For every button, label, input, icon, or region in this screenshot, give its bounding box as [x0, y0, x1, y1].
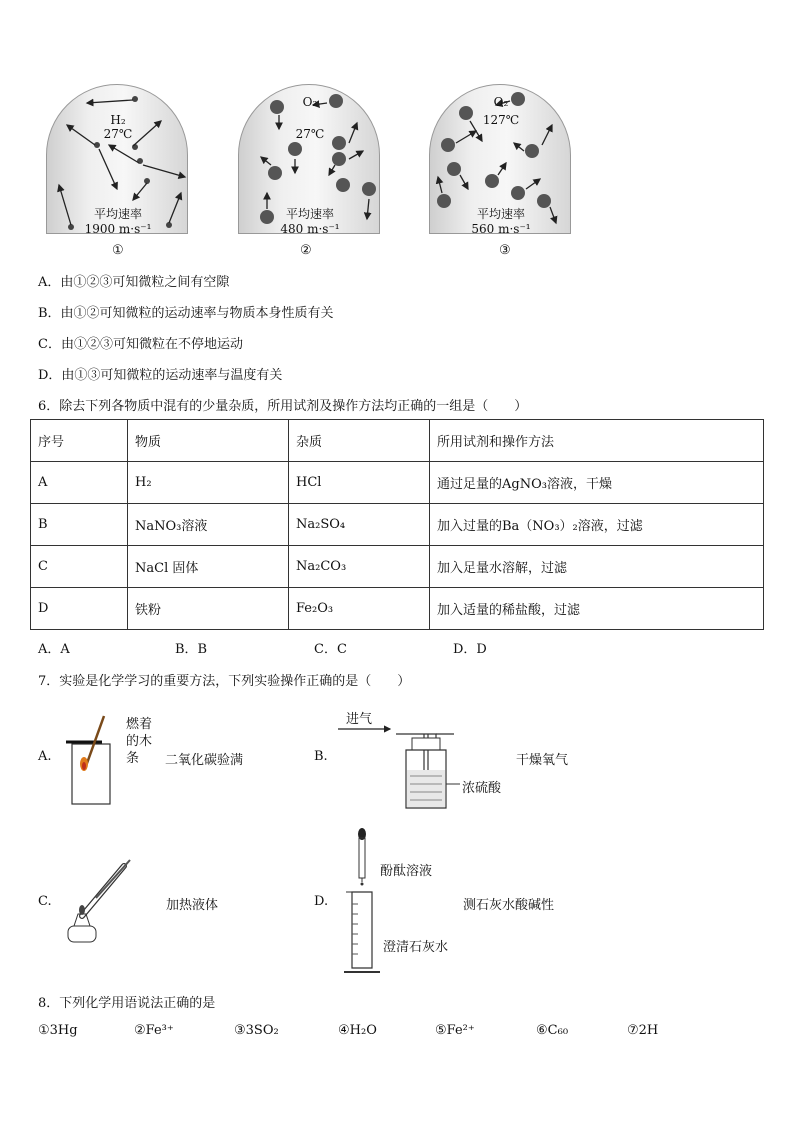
tube-temp: 27℃: [103, 127, 133, 141]
table-row: [31, 462, 764, 504]
tube-number: ①: [112, 243, 124, 258]
table-cell: Fe₂O₃: [289, 588, 430, 630]
table-cell: 加入足量水溶解，过滤: [430, 546, 764, 588]
table-cell: Na₂CO₃: [289, 546, 430, 588]
header-cell: 所用试剂和操作方法: [430, 420, 764, 462]
header-cell: 物质: [128, 420, 289, 462]
q7-letter-c: C.: [38, 894, 52, 909]
tube-temp: 127℃: [482, 113, 520, 127]
table-cell: NaNO₃溶液: [128, 504, 289, 546]
table-row: [31, 546, 764, 588]
tube-number: ③: [499, 243, 511, 258]
limewater-label: 澄清石灰水: [383, 940, 449, 955]
tube-rate-label: 平均速率: [93, 207, 142, 221]
table-cell: B: [31, 504, 128, 546]
table-cell: H₂: [128, 462, 289, 504]
q8-item: ⑦2H: [627, 1023, 659, 1038]
table-cell: C: [31, 546, 128, 588]
q7-caption-a: 二氧化碳验满: [165, 753, 244, 768]
table-cell: A: [31, 462, 128, 504]
tube-gas: H₂: [110, 113, 126, 127]
q6-table: [30, 419, 764, 630]
q7-letter-b: B.: [314, 749, 328, 764]
header-cell: 序号: [31, 420, 128, 462]
table-row: [31, 588, 764, 630]
q8-item: ④H₂O: [338, 1023, 377, 1038]
tube-rate: 560 m·s⁻¹: [471, 222, 531, 234]
q6-choice-d: D．D: [453, 642, 487, 657]
q6-stem: 6．除去下列各物质中混有的少量杂质，所用试剂及操作方法均正确的一组是（ ）: [38, 399, 528, 414]
table-cell: Na₂SO₄: [289, 504, 430, 546]
tube-number: ②: [300, 243, 312, 258]
q5-option-b: B．由①②可知微粒的运动速率与物质本身性质有关: [38, 306, 334, 321]
wash-bottle-diagram: [336, 724, 466, 814]
q7-caption-c: 加热液体: [166, 898, 219, 913]
q8-item: ②Fe³⁺: [134, 1023, 174, 1038]
acid-label: 浓硫酸: [462, 781, 502, 796]
q6-choice-c: C．C: [314, 642, 347, 657]
q8-item: ③3SO₂: [234, 1023, 279, 1038]
q7-stem: 7．实验是化学学习的重要方法，下列实验操作正确的是（ ）: [38, 674, 411, 689]
table-row: [31, 504, 764, 546]
tube-gas: O₂: [302, 95, 318, 109]
tube-rate: 480 m·s⁻¹: [280, 222, 340, 234]
q8-item: ①3Hg: [38, 1023, 78, 1038]
q5-option-d: D．由①③可知微粒的运动速率与温度有关: [38, 368, 283, 383]
gas-in-label: 进气: [346, 712, 373, 727]
tube-rate-label: 平均速率: [476, 207, 525, 221]
header-cell: 杂质: [289, 420, 430, 462]
table-header-row: [31, 420, 764, 462]
tube-h2: [46, 84, 188, 234]
q8-item: ⑤Fe²⁺: [435, 1023, 475, 1038]
q6-choice-b: B．B: [175, 642, 208, 657]
burning-stick-label: 燃着的木条: [126, 717, 153, 766]
dropper-cylinder-diagram: [340, 826, 390, 978]
phenolphthalein-label: 酚酞溶液: [380, 864, 433, 879]
table-cell: NaCl 固体: [128, 546, 289, 588]
q5-option-c: C．由①②③可知微粒在不停地运动: [38, 337, 243, 352]
table-cell: HCl: [289, 462, 430, 504]
table-cell: 通过足量的AgNO₃溶液，干燥: [430, 462, 764, 504]
tube-o2-27: [238, 84, 380, 234]
tube-rate-label: 平均速率: [285, 207, 334, 221]
bottle-stick-diagram: [62, 712, 122, 808]
q7-letter-d: D.: [314, 894, 329, 909]
tube-rate: 1900 m·s⁻¹: [84, 222, 152, 234]
tube-gas: O₂: [493, 95, 509, 109]
q7-caption-d: 测石灰水酸碱性: [463, 898, 555, 913]
tube-o2-127: [429, 84, 571, 234]
q5-option-a: A．由①②③可知微粒之间有空隙: [38, 275, 230, 290]
q6-choice-a: A．A: [38, 642, 70, 657]
table-cell: 加入过量的Ba（NO₃）₂溶液，过滤: [430, 504, 764, 546]
table-cell: 加入适量的稀盐酸，过滤: [430, 588, 764, 630]
q7-letter-a: A.: [38, 749, 52, 764]
q8-item: ⑥C₆₀: [536, 1023, 569, 1038]
table-cell: 铁粉: [128, 588, 289, 630]
heating-tube-diagram: [64, 852, 140, 948]
tube-temp: 27℃: [295, 127, 325, 141]
table-cell: D: [31, 588, 128, 630]
q8-stem: 8．下列化学用语说法正确的是: [38, 996, 216, 1011]
q7-caption-b: 干燥氧气: [516, 753, 569, 768]
